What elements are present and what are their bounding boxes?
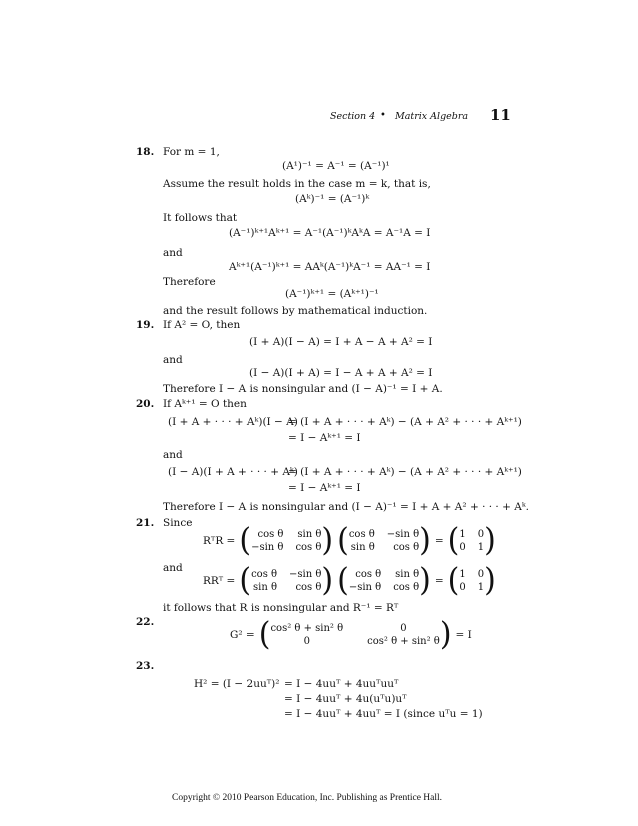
- matrix: ( cos θ −sin θ sin θ cos θ ): [337, 522, 431, 559]
- equation-rhs: = I − 4uuᵀ + 4uuᵀ = I (since uᵀu = 1): [284, 708, 483, 720]
- text-line: Therefore: [163, 276, 216, 288]
- problem-number: 21.: [136, 517, 155, 529]
- equation: (A¹)⁻¹ = A⁻¹ = (A⁻¹)¹: [282, 160, 390, 172]
- text-line: and: [163, 562, 183, 574]
- text-line: and the result follows by mathematical induction.: [163, 305, 428, 317]
- section-label: Section 4: [330, 111, 376, 122]
- equation: (A⁻¹)ᵏ⁺¹ = (Aᵏ⁺¹)⁻¹: [285, 288, 379, 300]
- text-line: It follows that: [163, 212, 238, 224]
- page-number: 11: [490, 106, 511, 124]
- problem-number: 20.: [136, 398, 155, 410]
- matrix-equation-1: [203, 522, 496, 559]
- identity-matrix: ( 1 0 0 1 ): [447, 522, 496, 559]
- equation: (I − A)(I + A) = I − A + A + A² = I: [249, 367, 433, 379]
- text-line: Therefore I − A is nonsingular and (I − A)⁻¹ = I + A + A² + · · · + Aᵏ.: [163, 501, 529, 513]
- problem-number: 19.: [136, 319, 155, 331]
- text-line: If A² = O, then: [163, 319, 241, 331]
- equation: (I + A)(I − A) = I + A − A + A² = I: [249, 336, 433, 348]
- text-line: and: [163, 247, 183, 259]
- equation-rhs: = I − Aᵏ⁺¹ = I: [288, 482, 361, 494]
- text-line: Since: [163, 517, 193, 529]
- problem-number: 22.: [136, 616, 155, 628]
- equation-lhs: RRᵀ =: [203, 574, 236, 587]
- text-line: it follows that R is nonsingular and R⁻¹ = Rᵀ: [163, 602, 399, 614]
- problem-number: 18.: [136, 146, 155, 158]
- text-line: and: [163, 354, 183, 366]
- equation-lhs: H² = (I − 2uuᵀ)²: [194, 678, 280, 690]
- problem-number: 23.: [136, 660, 155, 672]
- equation-lhs: G² =: [230, 628, 255, 641]
- matrix-equation-2: [203, 562, 496, 599]
- matrix: ( cos θ −sin θ sin θ cos θ ): [239, 562, 334, 599]
- matrix-equation: [230, 616, 472, 653]
- text-line: If Aᵏ⁺¹ = O then: [163, 398, 247, 410]
- equation-lhs: (I + A + · · · + Aᵏ)(I − A): [168, 416, 298, 428]
- equation-rhs: = I − 4uuᵀ + 4uuᵀuuᵀ: [284, 678, 399, 690]
- equation-rhs: = I − 4uuᵀ + 4u(uᵀu)uᵀ: [284, 693, 407, 705]
- equation-lhs: RᵀR =: [203, 534, 236, 547]
- equation: Aᵏ⁺¹(A⁻¹)ᵏ⁺¹ = AAᵏ(A⁻¹)ᵏA⁻¹ = AA⁻¹ = I: [229, 261, 431, 273]
- equals-sign: =: [434, 534, 444, 547]
- equals-sign: =: [434, 574, 444, 587]
- matrix: ( cos θ sin θ −sin θ cos θ ): [239, 522, 334, 559]
- text-line: For m = 1,: [163, 146, 220, 158]
- header-bullet: •: [380, 110, 386, 121]
- copyright-footer: Copyright © 2010 Pearson Education, Inc. Publishing as Prentice Hall.: [172, 793, 443, 803]
- chapter-title: Matrix Algebra: [395, 111, 469, 122]
- equation: (A⁻¹)ᵏ⁺¹Aᵏ⁺¹ = A⁻¹(A⁻¹)ᵏAᵏA = A⁻¹A = I: [229, 227, 431, 239]
- equation-lhs: (I − A)(I + A + · · · + Aᵏ): [168, 466, 298, 478]
- equation-rhs: = (I + A + · · · + Aᵏ) − (A + A² + · · · + Aᵏ⁺¹): [288, 416, 522, 428]
- matrix: ( cos² θ + sin² θ 0 0 cos² θ + sin² θ ): [258, 616, 452, 653]
- text-line: Therefore I − A is nonsingular and (I − A)⁻¹ = I + A.: [163, 383, 443, 395]
- matrix: ( cos θ sin θ −sin θ cos θ ): [337, 562, 431, 599]
- equation-rhs: = I: [455, 628, 472, 641]
- equation-rhs: = I − Aᵏ⁺¹ = I: [288, 432, 361, 444]
- equation: (Aᵏ)⁻¹ = (A⁻¹)ᵏ: [295, 193, 370, 205]
- text-line: Assume the result holds in the case m = k, that is,: [163, 178, 431, 190]
- identity-matrix: ( 1 0 0 1 ): [447, 562, 496, 599]
- text-line: and: [163, 449, 183, 461]
- equation-rhs: = (I + A + · · · + Aᵏ) − (A + A² + · · · + Aᵏ⁺¹): [288, 466, 522, 478]
